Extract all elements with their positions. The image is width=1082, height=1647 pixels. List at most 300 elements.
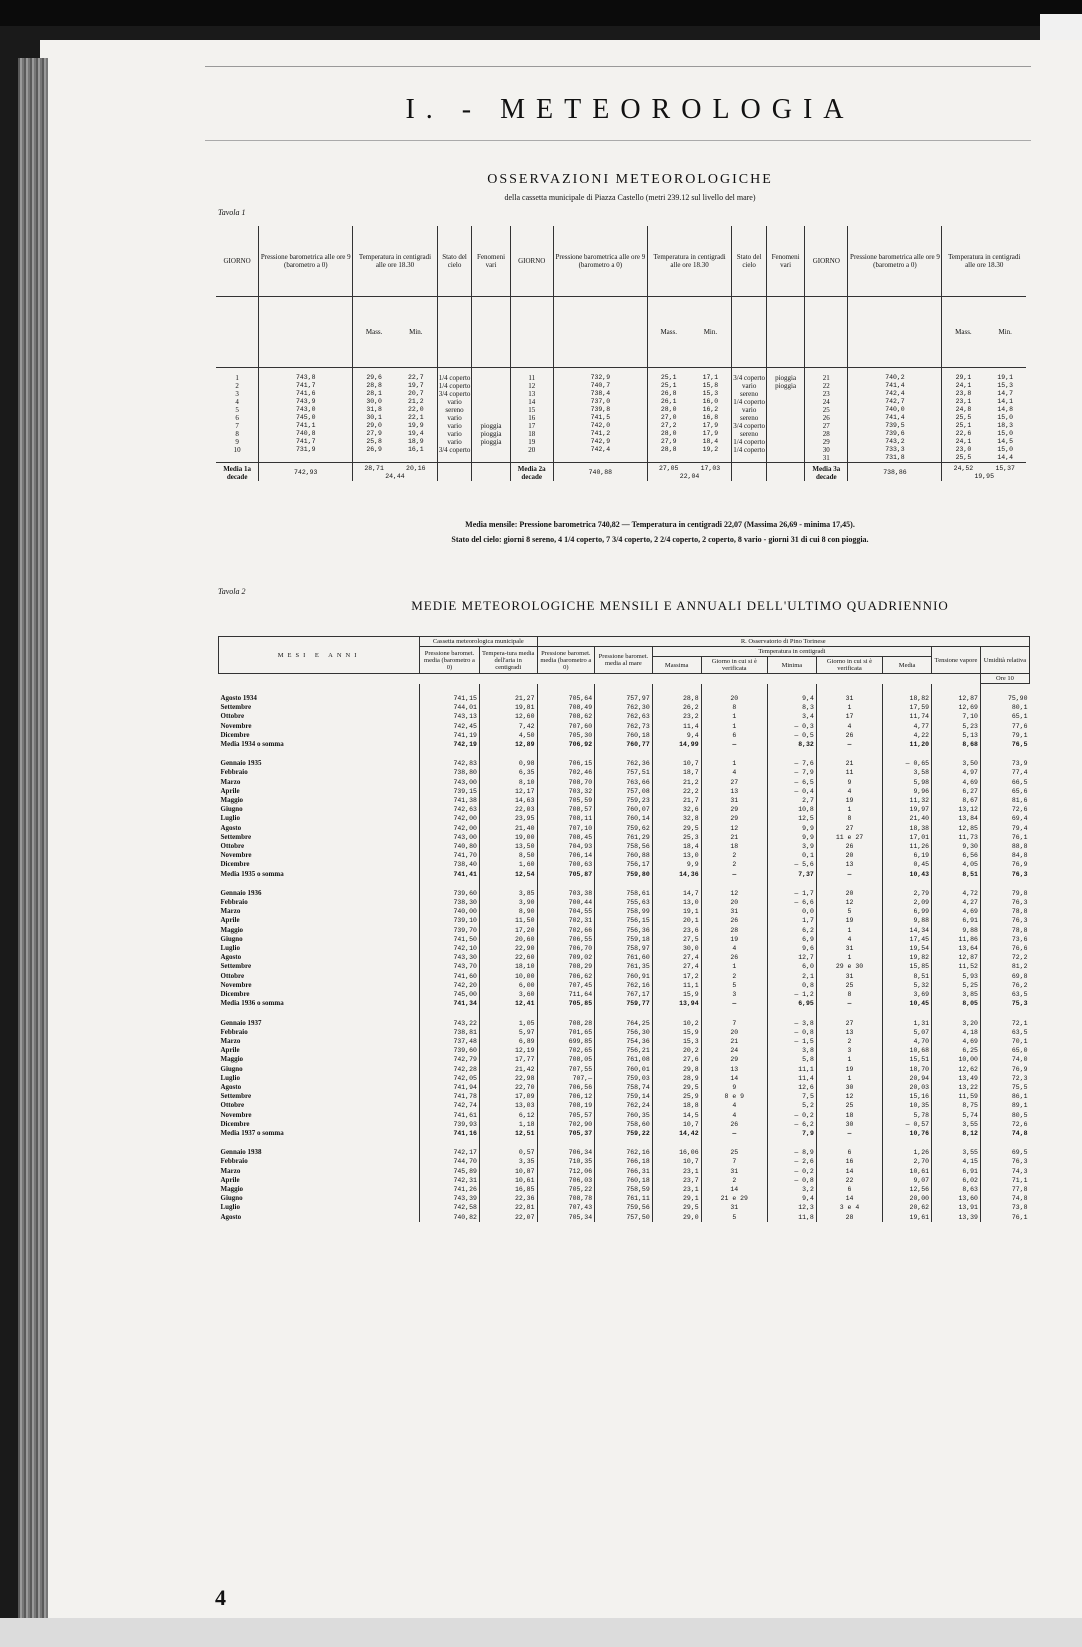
tmin-day-cell: 17 (816, 712, 882, 721)
pressure-cell: 742,45 (420, 722, 480, 731)
pressure-obs-cell: 706,14 (537, 851, 595, 860)
month-row (219, 851, 1030, 860)
pressure-obs-cell: 708,49 (537, 703, 595, 712)
temp-cell: 22,07 (479, 1213, 537, 1222)
tmin-cell: — 6,5 (767, 778, 816, 787)
month-label: Novembre (220, 721, 252, 730)
pressure-obs-cell: 705,87 (537, 870, 595, 879)
tmax-cell: 31,8 (353, 406, 395, 414)
month-label: Febbraio (220, 768, 248, 777)
pressure-cell: 742,4 (553, 446, 647, 454)
temp-cell: 10,61 (479, 1176, 537, 1185)
tmin-cell: — 3,8 (767, 1019, 816, 1028)
temp-cell: 12,19 (479, 1046, 537, 1055)
empty-cell (652, 1138, 701, 1148)
tmean-cell: 3,58 (883, 768, 932, 777)
pressure-sea-cell: 759,23 (595, 796, 653, 805)
pressure-cell: 741,7 (259, 438, 353, 446)
tmin-day-cell: 19 (816, 916, 882, 925)
pressure-obs-cell: 712,06 (537, 1167, 595, 1176)
table2-label: Tavola 2 (218, 587, 246, 596)
tmin-cell: 15,3 (702, 390, 719, 397)
phenomena-cell: pioggia (472, 422, 510, 430)
tmax-cell: 27,4 (652, 953, 701, 962)
temp-cell: 13,03 (479, 1101, 537, 1110)
tmin-cell: 16,8 (702, 414, 719, 421)
group-gap (219, 1009, 1030, 1019)
tmin-cell: 1,7 (767, 916, 816, 925)
pressure-cell: 741,5 (553, 414, 647, 422)
pressure-cell: 742,00 (420, 814, 480, 823)
humidity-cell: 89,1 (980, 1101, 1029, 1110)
average-label: Media 1a decade (216, 463, 259, 482)
tmax-cell: 23,8 (942, 390, 984, 398)
vapour-cell: 5,25 (932, 981, 981, 990)
pressure-cell: 743,70 (420, 962, 480, 971)
average-tmin: 15,37 (984, 463, 1026, 474)
month-row (219, 1065, 1030, 1074)
humidity-cell: 76,3 (980, 870, 1029, 879)
pressure-sea-cell: 757,97 (595, 694, 653, 703)
month-label: Maggio (220, 796, 244, 805)
tmin-day-cell: 16 (816, 1157, 882, 1166)
month-label: Aprile (220, 916, 240, 925)
tmax-cell: 29,0 (652, 1213, 701, 1222)
tmean-cell: 21,40 (883, 814, 932, 823)
tmin-cell: 14,8 (997, 406, 1013, 413)
pressure-sea-cell: 763,66 (595, 778, 653, 787)
empty-cell (932, 1009, 981, 1019)
tmean-cell: 12,56 (883, 1185, 932, 1194)
month-label: Luglio (220, 814, 240, 823)
table1-subtitle: della cassetta municipale di Piazza Castello (metri 239.12 sul livello del mare) (504, 193, 756, 202)
pressure-sea-cell: 759,18 (595, 935, 653, 944)
sky-cell: vario (437, 438, 472, 446)
tmin-day-cell: 1 (816, 1074, 882, 1083)
tmax-cell: 27,9 (647, 438, 689, 446)
pressure-obs-cell: 705,85 (537, 999, 595, 1008)
vapour-cell: 12,69 (932, 703, 981, 712)
pressure-cell: 743,00 (420, 778, 480, 787)
average-pressure: 742,93 (259, 463, 353, 482)
average-tmin: 17,03 (690, 463, 732, 474)
tmin-day-cell: 1 (816, 1055, 882, 1064)
empty-cell (479, 684, 537, 695)
tmean-cell: 11,20 (883, 740, 932, 749)
tmax-cell: 24,1 (942, 438, 984, 446)
tmax-cell: 21,7 (652, 796, 701, 805)
tmean-cell: 17,01 (883, 833, 932, 842)
pressure-cell: 739,5 (848, 422, 942, 430)
tmax-cell: 23,6 (652, 926, 701, 935)
empty-cell (767, 463, 805, 482)
tmax-cell: 29,0 (353, 422, 395, 430)
tmin-day-cell: 29 e 30 (816, 962, 882, 971)
month-label: Febbraio (220, 898, 248, 907)
tmax-day-cell: 26 (701, 1120, 767, 1129)
tmax-day-cell: 4 (701, 1111, 767, 1120)
month-row (219, 1046, 1030, 1055)
day-cell: 9 (235, 438, 239, 446)
tmin-cell: — 0,8 (767, 1176, 816, 1185)
pressure-cell: 743,00 (420, 833, 480, 842)
humidity-cell: 74,3 (980, 1167, 1029, 1176)
tmin-cell: — 0,3 (767, 722, 816, 731)
tmax-cell: 15,9 (652, 1028, 701, 1037)
pressure-obs-cell: 699,85 (537, 1037, 595, 1046)
tmean-cell: 10,61 (883, 1167, 932, 1176)
pressure-cell: 742,4 (848, 390, 942, 398)
month-row (219, 712, 1030, 721)
pressure-cell: 738,30 (420, 898, 480, 907)
tmax-day-cell: 31 (701, 907, 767, 916)
vapour-cell: 9,30 (932, 842, 981, 851)
tmin-cell: 19,4 (408, 430, 424, 437)
humidity-cell: 73,8 (980, 1203, 1029, 1212)
sky-cell: 1/4 coperto (733, 438, 765, 446)
pressure-cell: 732,9 (553, 368, 647, 383)
tmax-cell: 29,5 (652, 1083, 701, 1092)
month-row (219, 1074, 1030, 1083)
tmean-cell: 20,03 (883, 1083, 932, 1092)
tmean-cell: 5,07 (883, 1028, 932, 1037)
pressure-cell: 742,17 (420, 1148, 480, 1157)
day-cell: 29 (805, 438, 848, 446)
tmin-cell: — 1,7 (767, 889, 816, 898)
empty-cell (219, 684, 420, 695)
vapour-cell: 6,56 (932, 851, 981, 860)
pressure-cell: 741,4 (848, 382, 942, 390)
tmean-cell: 10,43 (883, 870, 932, 879)
month-label: Luglio (220, 1073, 240, 1082)
tmax-day-cell: 31 (701, 1203, 767, 1212)
pressure-cell: 743,2 (848, 438, 942, 446)
pressure-obs-cell: 706,62 (537, 972, 595, 981)
month-row (219, 703, 1030, 712)
tmin-day-cell: — (816, 740, 882, 749)
tmax-cell: 29,6 (353, 368, 395, 383)
col-min-2: Min. (690, 297, 732, 368)
humidity-cell: 76,2 (980, 981, 1029, 990)
tmin-day-cell: 2 (816, 1037, 882, 1046)
month-label: Aprile (220, 1175, 240, 1184)
temp-cell: 5,97 (479, 1028, 537, 1037)
tmin-day-cell: 9 (816, 778, 882, 787)
month-row (219, 935, 1030, 944)
empty-cell (883, 879, 932, 889)
empty-cell (537, 879, 595, 889)
pressure-sea-cell: 761,35 (595, 962, 653, 971)
month-row (219, 1111, 1030, 1120)
col-pressione-2: Pressione barometrica alle ore 9 (barometro a 0) (553, 226, 647, 297)
tmin-day-cell: 22 (816, 1176, 882, 1185)
daily-row (216, 430, 1026, 438)
empty-cell (932, 1138, 981, 1148)
empty-cell (767, 454, 805, 463)
group-gap (219, 1138, 1030, 1148)
empty-cell (420, 684, 480, 695)
temp-cell: 18,10 (479, 962, 537, 971)
tmin-day-cell: 27 (816, 1019, 882, 1028)
pressure-sea-cell: 759,80 (595, 870, 653, 879)
tmax-cell: 20,1 (652, 916, 701, 925)
tmax-cell: 23,1 (652, 1185, 701, 1194)
pressure-sea-cell: 767,17 (595, 990, 653, 999)
month-label: Settembre (220, 832, 252, 841)
month-row (219, 1194, 1030, 1203)
tmin-cell: 9,4 (767, 694, 816, 703)
month-row (219, 1157, 1030, 1166)
daily-row (216, 454, 1026, 463)
pressure-sea-cell: 762,73 (595, 722, 653, 731)
tmax-day-cell: 24 (701, 1046, 767, 1055)
temp-cell: 21,42 (479, 1065, 537, 1074)
month-row (219, 1167, 1030, 1176)
temp-cell: 16,85 (479, 1185, 537, 1194)
pressure-obs-cell: 706,03 (537, 1176, 595, 1185)
table1-label: Tavola 1 (218, 208, 246, 217)
tmean-cell: 18,38 (883, 824, 932, 833)
month-label: Ottobre (220, 842, 245, 851)
tmin-day-cell: 12 (816, 1092, 882, 1101)
pressure-obs-cell: 708,19 (537, 1101, 595, 1110)
tmax-cell: 28,8 (353, 382, 395, 390)
temp-cell: 12,89 (479, 740, 537, 749)
tmean-cell: 4,70 (883, 1037, 932, 1046)
empty-cell (216, 454, 259, 463)
daily-row (216, 382, 1026, 390)
empty-cell (537, 749, 595, 759)
tmax-day-cell: 31 (701, 796, 767, 805)
tmin-cell: — 7,6 (767, 759, 816, 768)
tmin-cell: — 5,6 (767, 860, 816, 869)
empty-cell (537, 1009, 595, 1019)
empty-cell (595, 684, 653, 695)
vapour-cell: 11,86 (932, 935, 981, 944)
col-mass-3: Mass. (942, 297, 984, 368)
col-stato: Stato del cielo (437, 226, 472, 297)
pressure-cell: 745,89 (420, 1167, 480, 1176)
phenomena-cell (767, 398, 805, 406)
month-label: Media 1936 o somma (220, 999, 284, 1008)
daily-row (216, 368, 1026, 383)
tmin-cell: 22,7 (408, 374, 424, 381)
empty-cell (816, 1138, 882, 1148)
vapour-cell: 7,10 (932, 712, 981, 721)
temp-cell: 0,98 (479, 759, 537, 768)
empty-cell (537, 684, 595, 695)
pressure-obs-cell: 706,70 (537, 944, 595, 953)
col-cassetta: Cassetta meteorologica municipale (420, 637, 537, 647)
pressure-sea-cell: 759,56 (595, 1203, 653, 1212)
humidity-cell: 79,8 (980, 889, 1029, 898)
tmin-cell: 14,7 (997, 390, 1013, 397)
tmin-cell: 18,4 (702, 438, 719, 445)
tmin-day-cell: 31 (816, 972, 882, 981)
month-row (219, 1213, 1030, 1222)
month-row (219, 1185, 1030, 1194)
pressure-sea-cell: 760,07 (595, 805, 653, 814)
pressure-obs-cell: 708,11 (537, 814, 595, 823)
day-cell: 2 (235, 382, 239, 390)
tmean-cell: 5,32 (883, 981, 932, 990)
phenomena-cell (472, 368, 510, 383)
tmin-cell: 9,9 (767, 833, 816, 842)
average-tmax: 27,05 (647, 463, 689, 474)
vapour-cell: 6,91 (932, 916, 981, 925)
pressure-cell: 741,60 (420, 972, 480, 981)
col-ore: Ore 10 (980, 674, 1029, 684)
pressure-obs-cell: 707,10 (537, 824, 595, 833)
month-row (219, 796, 1030, 805)
empty-cell (353, 454, 395, 463)
humidity-cell: 88,8 (980, 842, 1029, 851)
empty-cell (767, 1138, 816, 1148)
pressure-obs-cell: 705,57 (537, 1111, 595, 1120)
empty-cell (883, 749, 932, 759)
month-label: Agosto (220, 1082, 242, 1091)
month-row (219, 814, 1030, 823)
month-label: Maggio (220, 925, 244, 934)
humidity-cell: 78,8 (980, 926, 1029, 935)
humidity-cell: 75,3 (980, 999, 1029, 1008)
empty-cell (932, 879, 981, 889)
tmean-cell: 4,77 (883, 722, 932, 731)
tmin-cell: 15,0 (997, 430, 1013, 437)
month-label: Settembre (220, 1092, 252, 1101)
tmax-cell: 29,5 (652, 824, 701, 833)
day-cell: 20 (510, 446, 553, 454)
vapour-cell: 8,51 (932, 870, 981, 879)
tmin-day-cell: 31 (816, 694, 882, 703)
temp-cell: 8,10 (479, 778, 537, 787)
pressure-obs-cell: 708,57 (537, 805, 595, 814)
tmin-day-cell: 1 (816, 926, 882, 935)
humidity-cell: 79,4 (980, 824, 1029, 833)
vapour-cell: 13,39 (932, 1213, 981, 1222)
daily-row (216, 398, 1026, 406)
temp-cell: 3,35 (479, 1157, 537, 1166)
tmax-cell: 20,2 (652, 1046, 701, 1055)
empty-cell (537, 1138, 595, 1148)
pressure-sea-cell: 759,22 (595, 1129, 653, 1138)
temp-cell: 21,40 (479, 824, 537, 833)
tmin-day-cell: 21 (816, 759, 882, 768)
tmin-cell: 16,0 (702, 398, 719, 405)
pressure-obs-cell: 708,70 (537, 778, 595, 787)
phenomena-cell (767, 414, 805, 422)
pressure-cell: 741,7 (259, 382, 353, 390)
group-gap (219, 879, 1030, 889)
tmax-cell: 24,8 (942, 406, 984, 414)
temp-cell: 22,90 (479, 944, 537, 953)
tmin-day-cell: 25 (816, 1101, 882, 1110)
tmin-day-cell: — (816, 870, 882, 879)
tmin-day-cell: 3 e 4 (816, 1203, 882, 1212)
pressure-sea-cell: 760,88 (595, 851, 653, 860)
tmax-day-cell: — (701, 999, 767, 1008)
vapour-cell: 4,15 (932, 1157, 981, 1166)
vapour-cell: 3,85 (932, 990, 981, 999)
empty-cell (816, 749, 882, 759)
day-cell: 13 (510, 390, 553, 398)
humidity-cell: 74,8 (980, 1194, 1029, 1203)
tmax-day-cell: 1 (701, 962, 767, 971)
pressure-sea-cell: 756,17 (595, 860, 653, 869)
pressure-sea-cell: 759,77 (595, 999, 653, 1008)
tmax-day-cell: 14 (701, 1074, 767, 1083)
month-label: Gennaio 1935 (220, 759, 262, 768)
tmax-day-cell: 12 (701, 824, 767, 833)
tmean-cell: 19,61 (883, 1213, 932, 1222)
tmax-cell: 10,7 (652, 759, 701, 768)
month-label: Luglio (220, 944, 240, 953)
tmin-cell: 14,5 (997, 438, 1013, 445)
daily-row (216, 406, 1026, 414)
tmax-cell: 24,1 (942, 382, 984, 390)
empty-cell (690, 454, 732, 463)
tmax-day-cell: 31 (701, 1167, 767, 1176)
col-media: Media (883, 657, 932, 674)
page-number: 4 (215, 1585, 226, 1610)
tmax-cell: 28,9 (652, 1074, 701, 1083)
day-cell: 5 (235, 406, 239, 414)
tmax-day-cell: 2 (701, 860, 767, 869)
month-label: Dicembre (220, 990, 250, 999)
humidity-cell: 75,90 (980, 694, 1029, 703)
month-label: Settembre (220, 703, 252, 712)
tmax-cell: 16,06 (652, 1148, 701, 1157)
empty-cell (980, 879, 1029, 889)
tmax-day-cell: 14 (701, 1185, 767, 1194)
tmax-cell: 10,2 (652, 1019, 701, 1028)
humidity-cell: 76,1 (980, 833, 1029, 842)
pressure-cell: 742,20 (420, 981, 480, 990)
humidity-cell: 76,5 (980, 740, 1029, 749)
tmax-day-cell: 29 (701, 814, 767, 823)
month-row (219, 926, 1030, 935)
humidity-cell: 86,1 (980, 1092, 1029, 1101)
tmin-cell: 15,8 (702, 382, 719, 389)
vapour-cell: 8,75 (932, 1101, 981, 1110)
pressure-cell: 741,1 (259, 422, 353, 430)
tmax-day-cell: 18 (701, 842, 767, 851)
temp-cell: 11,50 (479, 916, 537, 925)
temp-cell: 22,70 (479, 1083, 537, 1092)
temp-cell: 20,60 (479, 935, 537, 944)
month-row (219, 824, 1030, 833)
tmean-cell: 9,88 (883, 916, 932, 925)
pressure-cell: 739,8 (553, 406, 647, 414)
empty-cell (420, 749, 480, 759)
phenomena-cell (472, 382, 510, 390)
average-tmax: 24,52 (942, 463, 984, 474)
daily-row (216, 414, 1026, 422)
pressure-sea-cell: 761,08 (595, 1055, 653, 1064)
tmin-cell: — 6,6 (767, 898, 816, 907)
pressure-obs-cell: 700,44 (537, 898, 595, 907)
tmin-day-cell: 28 (816, 1213, 882, 1222)
pressure-obs-cell: 708,29 (537, 962, 595, 971)
pressure-cell: 742,83 (420, 759, 480, 768)
scan-top-border (0, 0, 1082, 26)
temp-cell: 21,27 (479, 694, 537, 703)
col-temperatura-3: Temperatura in centigradi alle ore 18.30 (942, 226, 1026, 297)
tmax-cell: 18,7 (652, 768, 701, 777)
month-row (219, 759, 1030, 768)
tmin-cell: 10,8 (767, 805, 816, 814)
phenomena-cell: pioggia (767, 368, 805, 383)
